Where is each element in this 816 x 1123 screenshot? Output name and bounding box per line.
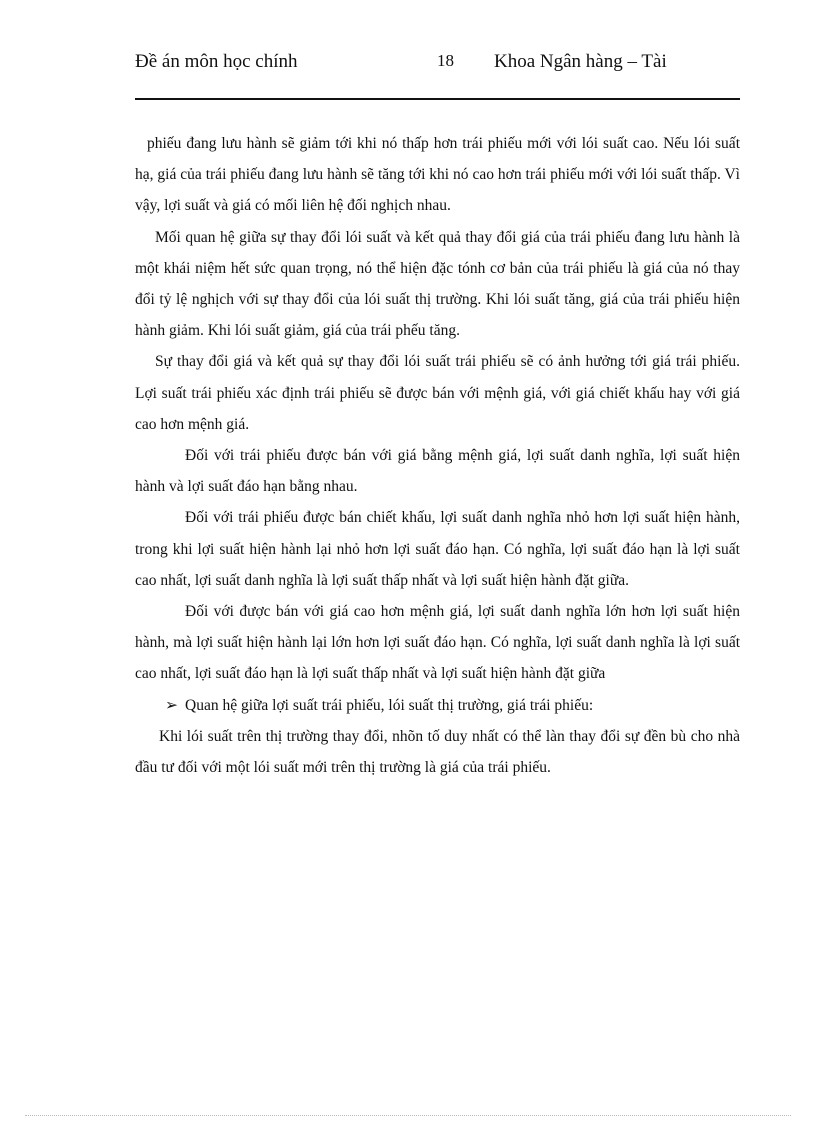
paragraph-6: Đối với được bán với giá cao hơn mệnh giá, lợi suất danh nghĩa lớn hơn lợi suất hiện hành, mà lợi suất hiện hành lại lớn hơn lợi suất đáo hạn. Có nghĩa, lợi suất danh nghĩa là lợi suất cao nhất, lợi suất đáo hạn là lợi suất thấp nhất và lợi suất hiện hành đặt giữa (135, 603, 740, 683)
paragraph-7: Khi lói suất trên thị trường thay đổi, nhõn tố duy nhất có thể làn thay đổi sự đền bù cho nhà đầu tư đối với một lói suất mới trên thị trường là giá của trái phiếu. (135, 727, 740, 777)
paragraph-4: Đối với trái phiếu được bán với giá bằng mệnh giá, lợi suất danh nghĩa, lợi suất hiện hành và lợi suất đáo hạn bằng nhau. (135, 447, 740, 496)
bullet-item (135, 690, 740, 721)
paragraph-3: Sự thay đổi giá và kết quả sự thay đổi lói suất trái phiếu sẽ có ảnh hưởng tới giá trái phiếu. Lợi suất trái phiếu xác định trái phiếu sẽ được bán với mệnh giá, với giá chiết khấu hay với giá cao hơn mệnh giá. (135, 353, 740, 433)
document-body (135, 128, 740, 783)
header-left-title: Đề án môn học chính (135, 51, 298, 72)
page-bottom-divider (25, 1115, 791, 1116)
page-number: 18 (437, 51, 454, 70)
bullet-text: Quan hệ giữa lợi suất trái phiếu, lói suất thị trường, giá trái phiếu: (185, 696, 594, 714)
header-divider (135, 98, 740, 100)
arrow-bullet-icon: ➢ (165, 696, 178, 714)
paragraph-1: phiếu đang lưu hành sẽ giảm tới khi nó thấp hơn trái phiếu mới với lói suất cao. Nếu lói suất hạ, giá của trái phiếu đang lưu hành sẽ tăng tới khi nó cao hơn trái phiếu mới với lói suất thấp. Vì vậy, lợi suất và giá có mối liên hệ đối nghịch nhau. (135, 135, 740, 215)
header-right-title: Khoa Ngân hàng – Tài (494, 51, 667, 72)
paragraph-5: Đối với trái phiếu được bán chiết khấu, lợi suất danh nghĩa nhỏ hơn lợi suất hiện hành, trong khi lợi suất hiện hành lại nhỏ hơn lợi suất đáo hạn. Có nghĩa, lợi suất đáo hạn là lợi suất cao nhất, lợi suất danh nghĩa là lợi suất thấp nhất và lợi suất hiện hành đặt giữa. (135, 509, 740, 589)
paragraph-2: Mối quan hệ giữa sự thay đổi lói suất và kết quả thay đổi giá của trái phiếu đang lưu hành là một khái niệm hết sức quan trọng, nó thể hiện đặc tónh cơ bản của trái phiếu là giá của nó thay đổi tỷ lệ nghịch với sự thay đổi của lói suất thị trường. Khi lói suất tăng, giá của trái phiếu hiện hành giảm. Khi lói suất giảm, giá của trái phếu tăng. (135, 228, 740, 340)
